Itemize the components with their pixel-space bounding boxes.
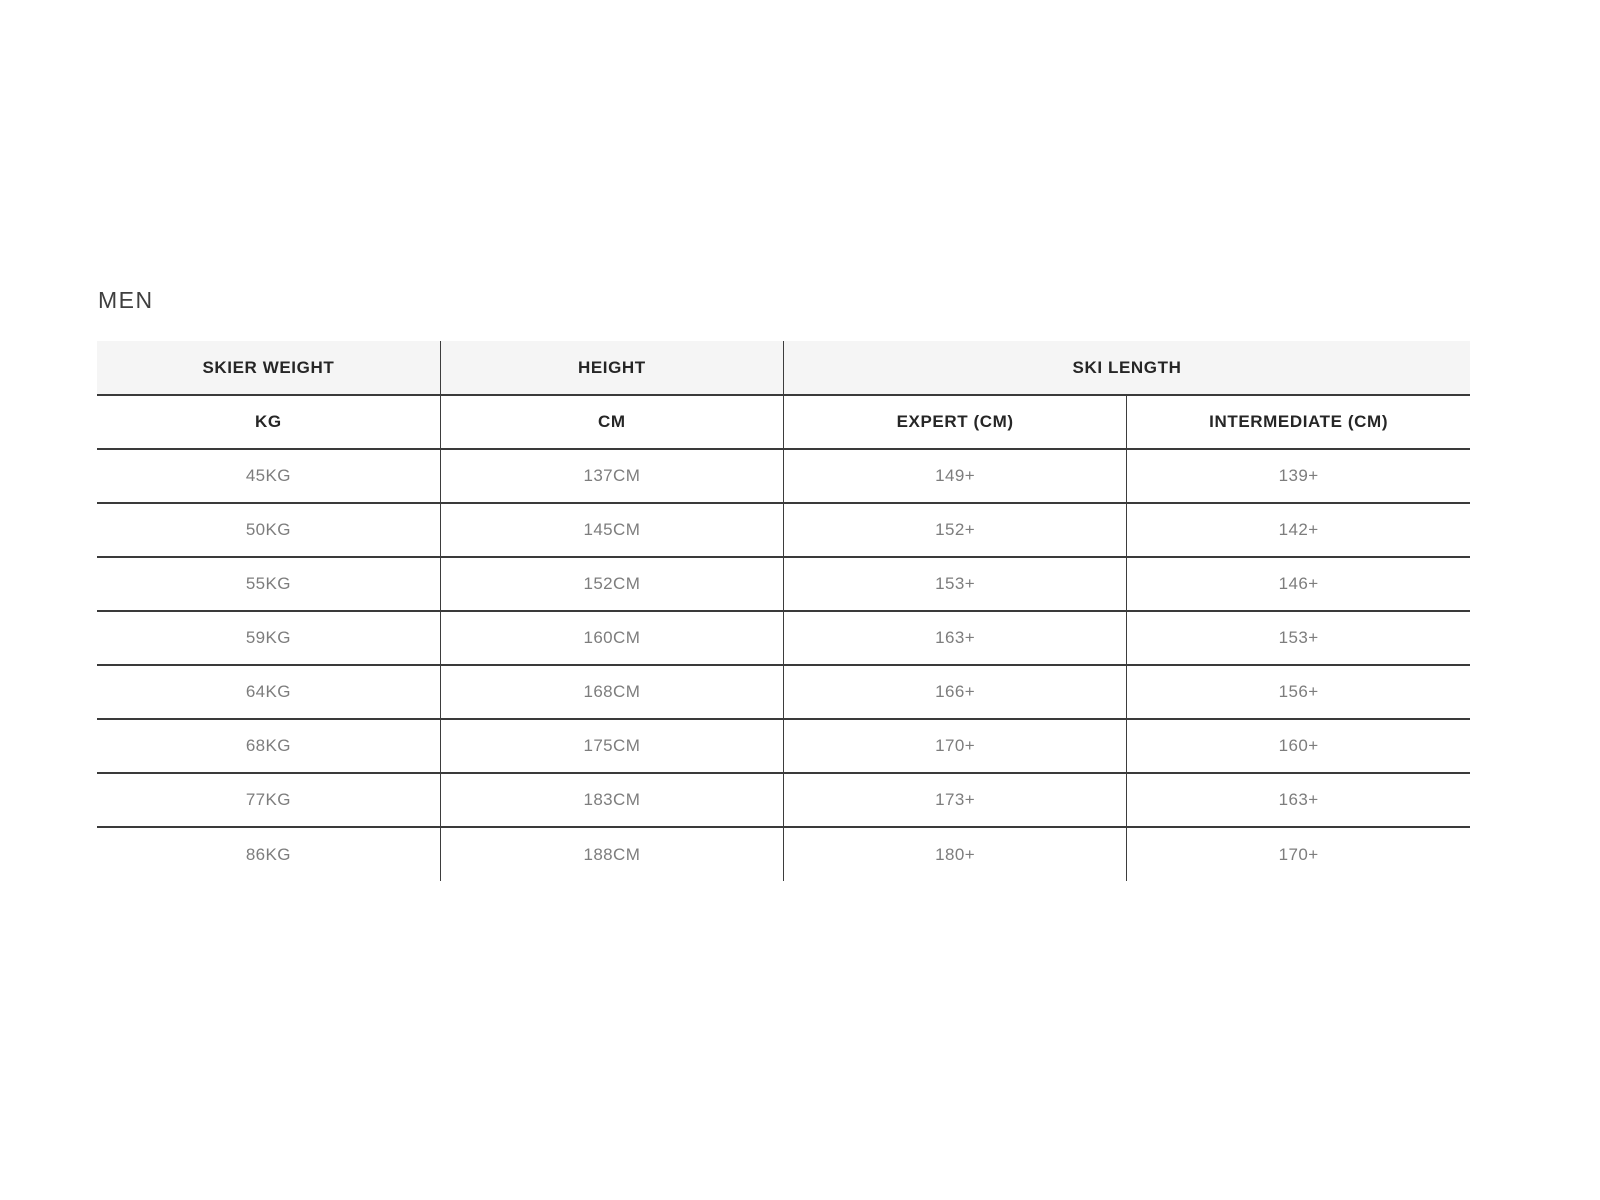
table-row xyxy=(97,827,1470,881)
table-cell: 139+ xyxy=(1127,449,1470,503)
table-cell: 64KG xyxy=(97,665,440,719)
table-row xyxy=(97,449,1470,503)
col-header-intermediate: INTERMEDIATE (CM) xyxy=(1127,395,1470,449)
table-cell: 160CM xyxy=(440,611,783,665)
col-header-expert: EXPERT (CM) xyxy=(784,395,1127,449)
header-skier-weight: SKIER WEIGHT xyxy=(97,341,440,395)
table-cell: 188CM xyxy=(440,827,783,881)
table-cell: 152+ xyxy=(784,503,1127,557)
table-cell: 183CM xyxy=(440,773,783,827)
table-cell: 137CM xyxy=(440,449,783,503)
table-cell: 153+ xyxy=(784,557,1127,611)
table-cell: 50KG xyxy=(97,503,440,557)
header-column-row xyxy=(97,395,1470,449)
table-cell: 152CM xyxy=(440,557,783,611)
table-cell: 55KG xyxy=(97,557,440,611)
table-row xyxy=(97,665,1470,719)
table-row xyxy=(97,557,1470,611)
table-cell: 149+ xyxy=(784,449,1127,503)
table-cell: 170+ xyxy=(784,719,1127,773)
table-row xyxy=(97,611,1470,665)
col-header-kg: KG xyxy=(97,395,440,449)
header-group-row xyxy=(97,341,1470,395)
table-cell: 166+ xyxy=(784,665,1127,719)
table-cell: 142+ xyxy=(1127,503,1470,557)
header-height: HEIGHT xyxy=(440,341,783,395)
men-size-table xyxy=(97,341,1470,881)
table-cell: 160+ xyxy=(1127,719,1470,773)
table-cell: 68KG xyxy=(97,719,440,773)
page-title: MEN xyxy=(98,287,154,313)
table-row xyxy=(97,503,1470,557)
header-ski-length: SKI LENGTH xyxy=(784,341,1471,395)
table-row xyxy=(97,773,1470,827)
table-cell: 59KG xyxy=(97,611,440,665)
table-cell: 168CM xyxy=(440,665,783,719)
table-cell: 153+ xyxy=(1127,611,1470,665)
table-cell: 77KG xyxy=(97,773,440,827)
table-cell: 146+ xyxy=(1127,557,1470,611)
table-cell: 180+ xyxy=(784,827,1127,881)
table-cell: 45KG xyxy=(97,449,440,503)
table-cell: 175CM xyxy=(440,719,783,773)
table-cell: 86KG xyxy=(245,844,291,864)
table-cell: 145CM xyxy=(440,503,783,557)
table-row xyxy=(97,719,1470,773)
col-header-cm: CM xyxy=(440,395,783,449)
table-cell: 163+ xyxy=(1127,773,1470,827)
table-cell: 173+ xyxy=(784,773,1127,827)
table-cell: 170+ xyxy=(1127,827,1470,881)
table-cell: 156+ xyxy=(1127,665,1470,719)
table-cell: 163+ xyxy=(784,611,1127,665)
